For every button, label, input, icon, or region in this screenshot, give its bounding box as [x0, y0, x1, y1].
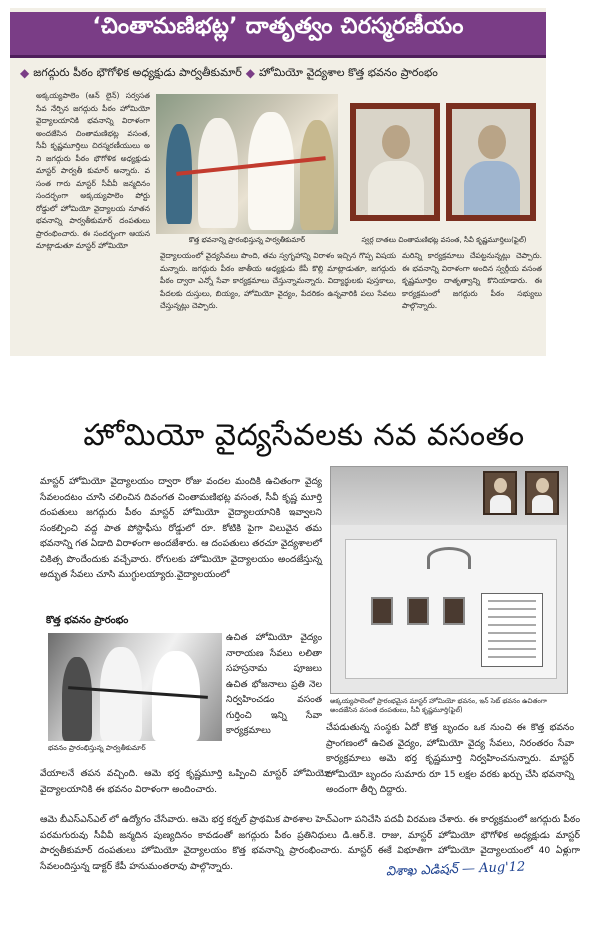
- article-column-middle: వైద్యాలయంలో వైద్యసేవలు పొంది, తమ స్వగృహాన్ని విరాళం ఇచ్చిన గొప్ప విషయమన్నారు. జగద్గురు పీఠం జాతీయ అధ్యక్షుడు కేపీ కొల్లి మాట్లాడుతూ, జగద్గురు పీఠం ద్వారా ఎన్నో సేవా కార్యక్రమాలు చేస్తున్నామన్నారు. విద్యార్థులకు పుస్తకాలు, పేదలకు దుస్తులు, బియ్యం, హోమియో వైద్యం, పేదరికం ఉన్నవారికి పలు సేవలు చేస్తున్నట్లు చెప్పారు.: [160, 251, 396, 310]
- news-clipping-bottom: [26, 418, 582, 888]
- photo-caption: భవనం ప్రారంభిస్తున్న పార్వతీకుమార్: [48, 744, 146, 752]
- photo-caption: స్వర్గ దాతలు చింతామణిభట్ల వసంత, సీవీ కృష్ణమూర్తిలు(ఫైల్): [361, 236, 527, 244]
- inauguration-photo: [48, 633, 222, 741]
- building-photo: [330, 466, 568, 694]
- article-closing: ఆమె బీఎస్ఎన్ఎల్ లో ఉద్యోగం చేసేవారు. ఆమె భర్త కర్నల్ ప్రాథమిక పాఠశాల హెచ్ఎంగా పనిచేసి పదవీ విరమణ చేశారు. ఈ కార్యక్రమంలో జగద్గురు పీఠం పరమగురువు సీవీవీ జన్మదిన పుణ్యదినం కావడంతో జగద్గురు పీఠం ప్రతినిధులు డి.ఆర్.కె. రాజు, మాస్టర్ హోమియో భౌగోళిక అధ్యక్షుడు మాస్టర్ పార్వతీకుమార్ దంపతులు హోమియో వైద్యాలయం కొత్త భవనాన్ని ప్రారంభించారు. మాస్టర్ ఈకే విభూతిగా హోమియో వైద్యాలయంలో 40 ఏళ్లుగా సేవలందిస్తున్న డాక్టర్ కేపీ హనుమంతరావు పాల్గొన్నారు.: [40, 814, 580, 872]
- donor-portrait-photo: [350, 103, 440, 221]
- photo-caption: అక్కయ్యపాలెంలో ప్రారంభమైన మాస్టర్ హోమియో భవనం, ఇన్ సెట్ భవనం ఉచితంగా అందజేసిన వసంత దంపతులు, సీవీ కృష్ణమూర్తి(ఫైల్): [330, 697, 547, 714]
- subheadline-1: జగద్గురు పీఠం భౌగోళిక అధ్యక్షుడు పార్వతీకుమార్: [33, 66, 242, 79]
- donor-portrait-photo: [446, 103, 536, 221]
- clipping-top-subheadlines: [20, 60, 540, 86]
- article-intro: మాస్టర్ హోమియో వైద్యాలయం ద్వారా రోజు వందల మందికి ఉచితంగా వైద్య సేవలందటం చూసి చలించిన దివంగత చింతామణిభట్ల వసంత, సీవీ కృష్ణ మూర్తి దంపతులు జగద్గురు పీఠం మాస్టర్ హోమియో వైద్యాలయానికి ఇవ్వాలని సంకల్పించి వద్ద పాత పోస్టాఫీసు రోడ్డులో రూ. కోటికి పైగా విలువైన తమ భవనాన్ని గత ఏడాది విరాళంగా అందజేశారు. ఆ దంపతులు తరచూ వైద్యశాలలో చికిత్స పొందేందుకు వచ్చేవారు. రోగులకు హోమియో వైద్యాలయం అందజేస్తున్న అద్భుత సేవలు చూసి ముగ్ధులయ్యారు.వైద్యాలయంలో: [40, 476, 322, 580]
- article-column-narrow: ఉచిత హోమియో వైద్యం నారాయణ సేవలు లలితా సహస్రనామ పూజలు ఉచిత భోజనాలు ప్రతి నెల నిర్వహించడం వసంత గుర్తించి ఇన్ని సేవా కార్యక్రమాలు: [226, 632, 322, 736]
- subheadline-2: హోమియో వైద్యశాల కొత్త భవనం ప్రారంభం: [259, 66, 438, 79]
- bullet-icon: ◆: [20, 66, 30, 80]
- article-subhead: కొత్త భవనం ప్రారంభం: [46, 615, 129, 626]
- clipping-top-headline: ‘చింతామణిభట్ల’ దాతృత్వం చిరస్మరణీయం: [92, 14, 464, 39]
- handwritten-source-note: విశాఖ ఎడిషన్ — Aug'12: [385, 859, 526, 880]
- article-column-right: చేపడుతున్న సంస్థకు ఏదో కొత్త బృందం ఒక నుంచి ఈ కొత్త భవనం ప్రాంగణంలో ఉచిత వైద్యం, హోమియో వైద్య సేవలు, నిరంతరం సేవా కార్యక్రమాలు అమె భర్త కృష్ణమూర్తి నిర్వహించనున్నారు. మాస్టర్ హోమియో బృందం సుమారు రూ 15 లక్షల వరకు ఖర్చు చేసి భవనాన్ని అందంగా తీర్చి దిద్దారు.: [326, 722, 574, 795]
- clipping-bottom-headline: హోమియో వైద్యసేవలకు నవ వసంతం: [83, 418, 525, 453]
- inauguration-photo: [156, 94, 338, 234]
- article-column-bottom: వేయాలనే తపన వచ్చింది. ఆమె భర్త కృష్ణమూర్తి ఒప్పించి మాస్టర్ హోమియో వైద్యాలయానికి ఈ భవనం విరాళంగా అందించారు.: [40, 768, 330, 795]
- article-column-right: మరిన్ని కార్యక్రమాలు చేపట్టనున్నట్లు చెప్పారు. ఈ భవనాన్ని విరాళంగా అందిన స్వర్గీయ వసంత కృష్ణమూర్తిల దాతృత్వాన్ని కొనియాడారు. ఈ కార్యక్రమంలో జగద్గురు పీఠం సభ్యులు పాల్గొన్నారు.: [402, 251, 542, 310]
- article-column-left: అక్కయ్యపాలెం (ఆన్ లైన్) సర్వసత సేవ నేర్పిన జగద్గురు పీఠం హోమియో వైద్యాలయానికి భవనాన్ని విరాళంగా అందజేసిన చింతామణిభట్ల వసంత, సీవీ కృష్ణమూర్తిలు చిరస్మరణీయులు అని జగద్గురు పీఠం భౌగోళిక అధ్యక్షుడు మాస్టర్ పార్వతీ కుమార్ అన్నారు. వసంత గారు మాస్టర్ సీవీవీ జన్మదినం సందర్భంగా అక్కయ్యపాలెం పోర్టు రోడ్డులో హోమియో వైద్యాలయ నూతన భవనాన్ని పార్వతీకుమార్ దంపతులు ప్రారంభించారు. ఈ సందర్భంగా ఆయన మాట్లాడుతూ మాస్టర్ హోమియో: [36, 91, 150, 250]
- bullet-icon: ◆: [245, 66, 256, 80]
- news-clipping-top: [10, 8, 546, 356]
- photo-caption: కొత్త భవనాన్ని ప్రారంభిస్తున్న పార్వతీకుమార్: [188, 236, 306, 244]
